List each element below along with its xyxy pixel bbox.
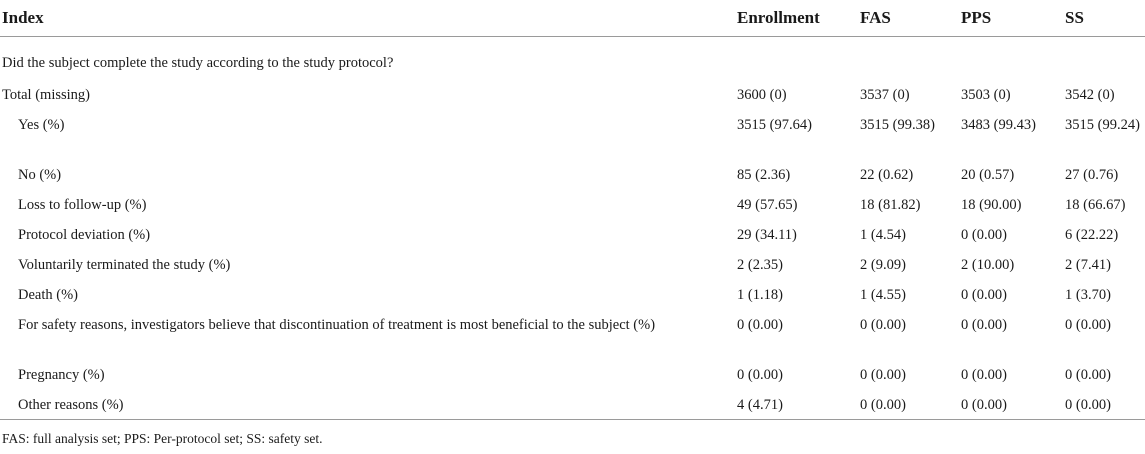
- cell-ss: 0 (0.00): [1065, 366, 1111, 383]
- cell-ss: 0 (0.00): [1065, 316, 1111, 333]
- cell-pps: 2 (10.00): [961, 256, 1015, 273]
- cell-fas: 0 (0.00): [860, 316, 906, 333]
- row-label: Total (missing): [2, 86, 90, 103]
- cell-pps: 0 (0.00): [959, 390, 1063, 420]
- cell-pps: 20 (0.57): [961, 166, 1015, 183]
- cell-ss: 1 (3.70): [1065, 286, 1111, 303]
- cell-ss: 3542 (0): [1065, 86, 1115, 103]
- cell-pps: 0 (0.00): [961, 316, 1007, 333]
- table-footnote: FAS: full analysis set; PPS: Per-protocol set; SS: safety set.: [2, 431, 323, 446]
- table-row: [0, 310, 1145, 360]
- header-row: [0, 0, 1145, 37]
- table-row: [0, 160, 1145, 190]
- cell-ss: 3515 (99.24): [1065, 116, 1140, 133]
- cell-enrollment: 0 (0.00): [737, 366, 783, 383]
- section-row: [0, 37, 1145, 80]
- row-label: Pregnancy (%): [18, 366, 105, 383]
- header-fas: FAS: [858, 0, 959, 37]
- cell-ss: 2 (7.41): [1065, 256, 1111, 273]
- cell-ss: 27 (0.76): [1065, 166, 1119, 183]
- cell-fas: 1 (4.54): [860, 226, 906, 243]
- row-label: No (%): [18, 166, 62, 183]
- section-title: Did the subject complete the study according to the study protocol?: [2, 55, 394, 71]
- row-label: Voluntarily terminated the study (%): [18, 256, 231, 273]
- table-row: [0, 110, 1145, 160]
- cell-enrollment: 1 (1.18): [737, 286, 783, 303]
- cell-enrollment: 85 (2.36): [737, 166, 791, 183]
- cell-pps: 0 (0.00): [961, 286, 1007, 303]
- cell-fas: 2 (9.09): [860, 256, 906, 273]
- cell-fas: 3515 (99.38): [860, 116, 935, 133]
- row-label: Loss to follow-up (%): [18, 196, 147, 213]
- table-row: [0, 220, 1145, 250]
- cell-pps: 18 (90.00): [961, 196, 1022, 213]
- cell-fas: 3537 (0): [860, 86, 910, 103]
- row-label: Death (%): [18, 286, 78, 303]
- header-pps: PPS: [959, 0, 1063, 37]
- table-row: [0, 390, 1145, 420]
- row-label: Protocol deviation (%): [18, 226, 151, 243]
- cell-pps: 0 (0.00): [961, 226, 1007, 243]
- header-ss: SS: [1063, 0, 1145, 37]
- table-row: [0, 250, 1145, 280]
- cell-enrollment: 3515 (97.64): [737, 116, 812, 133]
- cell-ss: 18 (66.67): [1065, 196, 1126, 213]
- cell-enrollment: 3600 (0): [737, 86, 787, 103]
- cell-pps: 3483 (99.43): [961, 116, 1036, 133]
- cell-pps: 3503 (0): [961, 86, 1011, 103]
- cell-fas: 0 (0.00): [858, 390, 959, 420]
- header-index: Index: [0, 0, 735, 37]
- cell-enrollment: 4 (4.71): [735, 390, 858, 420]
- cell-fas: 1 (4.55): [860, 286, 906, 303]
- cell-enrollment: 2 (2.35): [737, 256, 783, 273]
- cell-pps: 0 (0.00): [961, 366, 1007, 383]
- table-row: [0, 190, 1145, 220]
- cell-enrollment: 49 (57.65): [737, 196, 798, 213]
- cell-fas: 18 (81.82): [860, 196, 921, 213]
- cell-fas: 0 (0.00): [860, 366, 906, 383]
- row-label: For safety reasons, investigators believe that discontinuation of treatment is most beneficial to the subject (%): [18, 316, 656, 333]
- row-label: Other reasons (%): [0, 390, 735, 420]
- cell-enrollment: 29 (34.11): [737, 226, 797, 243]
- row-label: Yes (%): [18, 116, 65, 133]
- table-row: [0, 360, 1145, 390]
- table-row: [0, 280, 1145, 310]
- cell-enrollment: 0 (0.00): [737, 316, 783, 333]
- cell-ss: 0 (0.00): [1063, 390, 1145, 420]
- cell-fas: 22 (0.62): [860, 166, 914, 183]
- header-enrollment: Enrollment: [735, 0, 858, 37]
- cell-ss: 6 (22.22): [1065, 226, 1119, 243]
- table-row: [0, 80, 1145, 110]
